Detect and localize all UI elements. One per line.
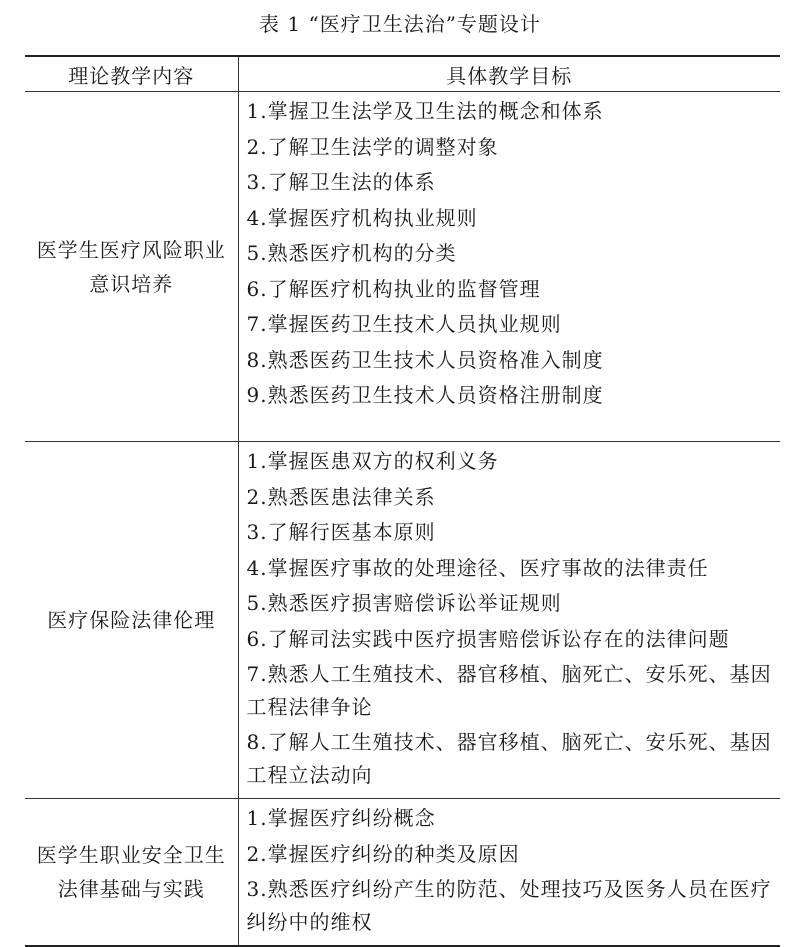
goal-item: 5.熟悉医疗机构的分类 (246, 241, 457, 265)
topic-cell (25, 92, 238, 442)
goal-item: 4.掌握医疗机构执业规则 (246, 205, 478, 230)
topic-cell (25, 799, 238, 947)
goal-item: 3.了解卫生法的体系 (246, 170, 436, 194)
topic-text: 医疗保险法律伦理 (47, 608, 216, 632)
goal-item: 8.熟悉医药卫生技术人员资格准入制度 (246, 347, 604, 372)
table-caption: 表 1 “医疗卫生法治”专题设计 (259, 12, 541, 36)
topic-text: 医学生职业安全卫生法律基础与实践 (36, 843, 226, 901)
goal-item: 5.熟悉医疗损害赔偿诉讼举证规则 (246, 591, 562, 615)
topic-design-table (25, 55, 780, 947)
header-teaching-goals: 具体教学目标 (238, 56, 780, 92)
goal-item: 3.熟悉医疗纠纷产生的防范、处理技巧及医务人员在医疗纠纷中的维权 (246, 877, 772, 934)
goals-cell (238, 92, 780, 442)
goals-cell (238, 799, 780, 947)
goal-item: 1.掌握医患双方的权利义务 (246, 449, 499, 473)
goal-item: 6.了解司法实践中医疗损害赔偿诉讼存在的法律问题 (246, 626, 730, 651)
goal-item: 1.掌握医疗纠纷概念 (246, 806, 436, 830)
table-row (25, 92, 780, 442)
goal-item: 2.掌握医疗纠纷的种类及原因 (246, 841, 520, 866)
goal-item: 7.掌握医药卫生技术人员执业规则 (246, 312, 562, 336)
goal-item: 7.熟悉人工生殖技术、器官移植、脑死亡、安乐死、基因工程法律争论 (246, 662, 772, 719)
table-row (25, 442, 780, 799)
goal-item: 3.了解行医基本原则 (246, 520, 436, 544)
topic-cell (25, 442, 238, 799)
goal-item: 9.熟悉医药卫生技术人员资格注册制度 (246, 383, 604, 407)
goal-item: 8.了解人工生殖技术、器官移植、脑死亡、安乐死、基因工程立法动向 (246, 730, 772, 787)
table-row (25, 799, 780, 947)
topic-text: 医学生医疗风险职业意识培养 (36, 237, 226, 296)
table-header-row (25, 56, 780, 92)
goal-item: 1.掌握卫生法学及卫生法的概念和体系 (246, 99, 604, 123)
goal-item: 2.熟悉医患法律关系 (246, 484, 436, 509)
goals-cell (238, 442, 780, 799)
goal-item: 6.了解医疗机构执业的监督管理 (246, 276, 541, 301)
goal-item: 4.掌握医疗事故的处理途径、医疗事故的法律责任 (246, 555, 709, 580)
goal-item: 2.了解卫生法学的调整对象 (246, 134, 499, 159)
header-theory-content: 理论教学内容 (25, 56, 238, 92)
